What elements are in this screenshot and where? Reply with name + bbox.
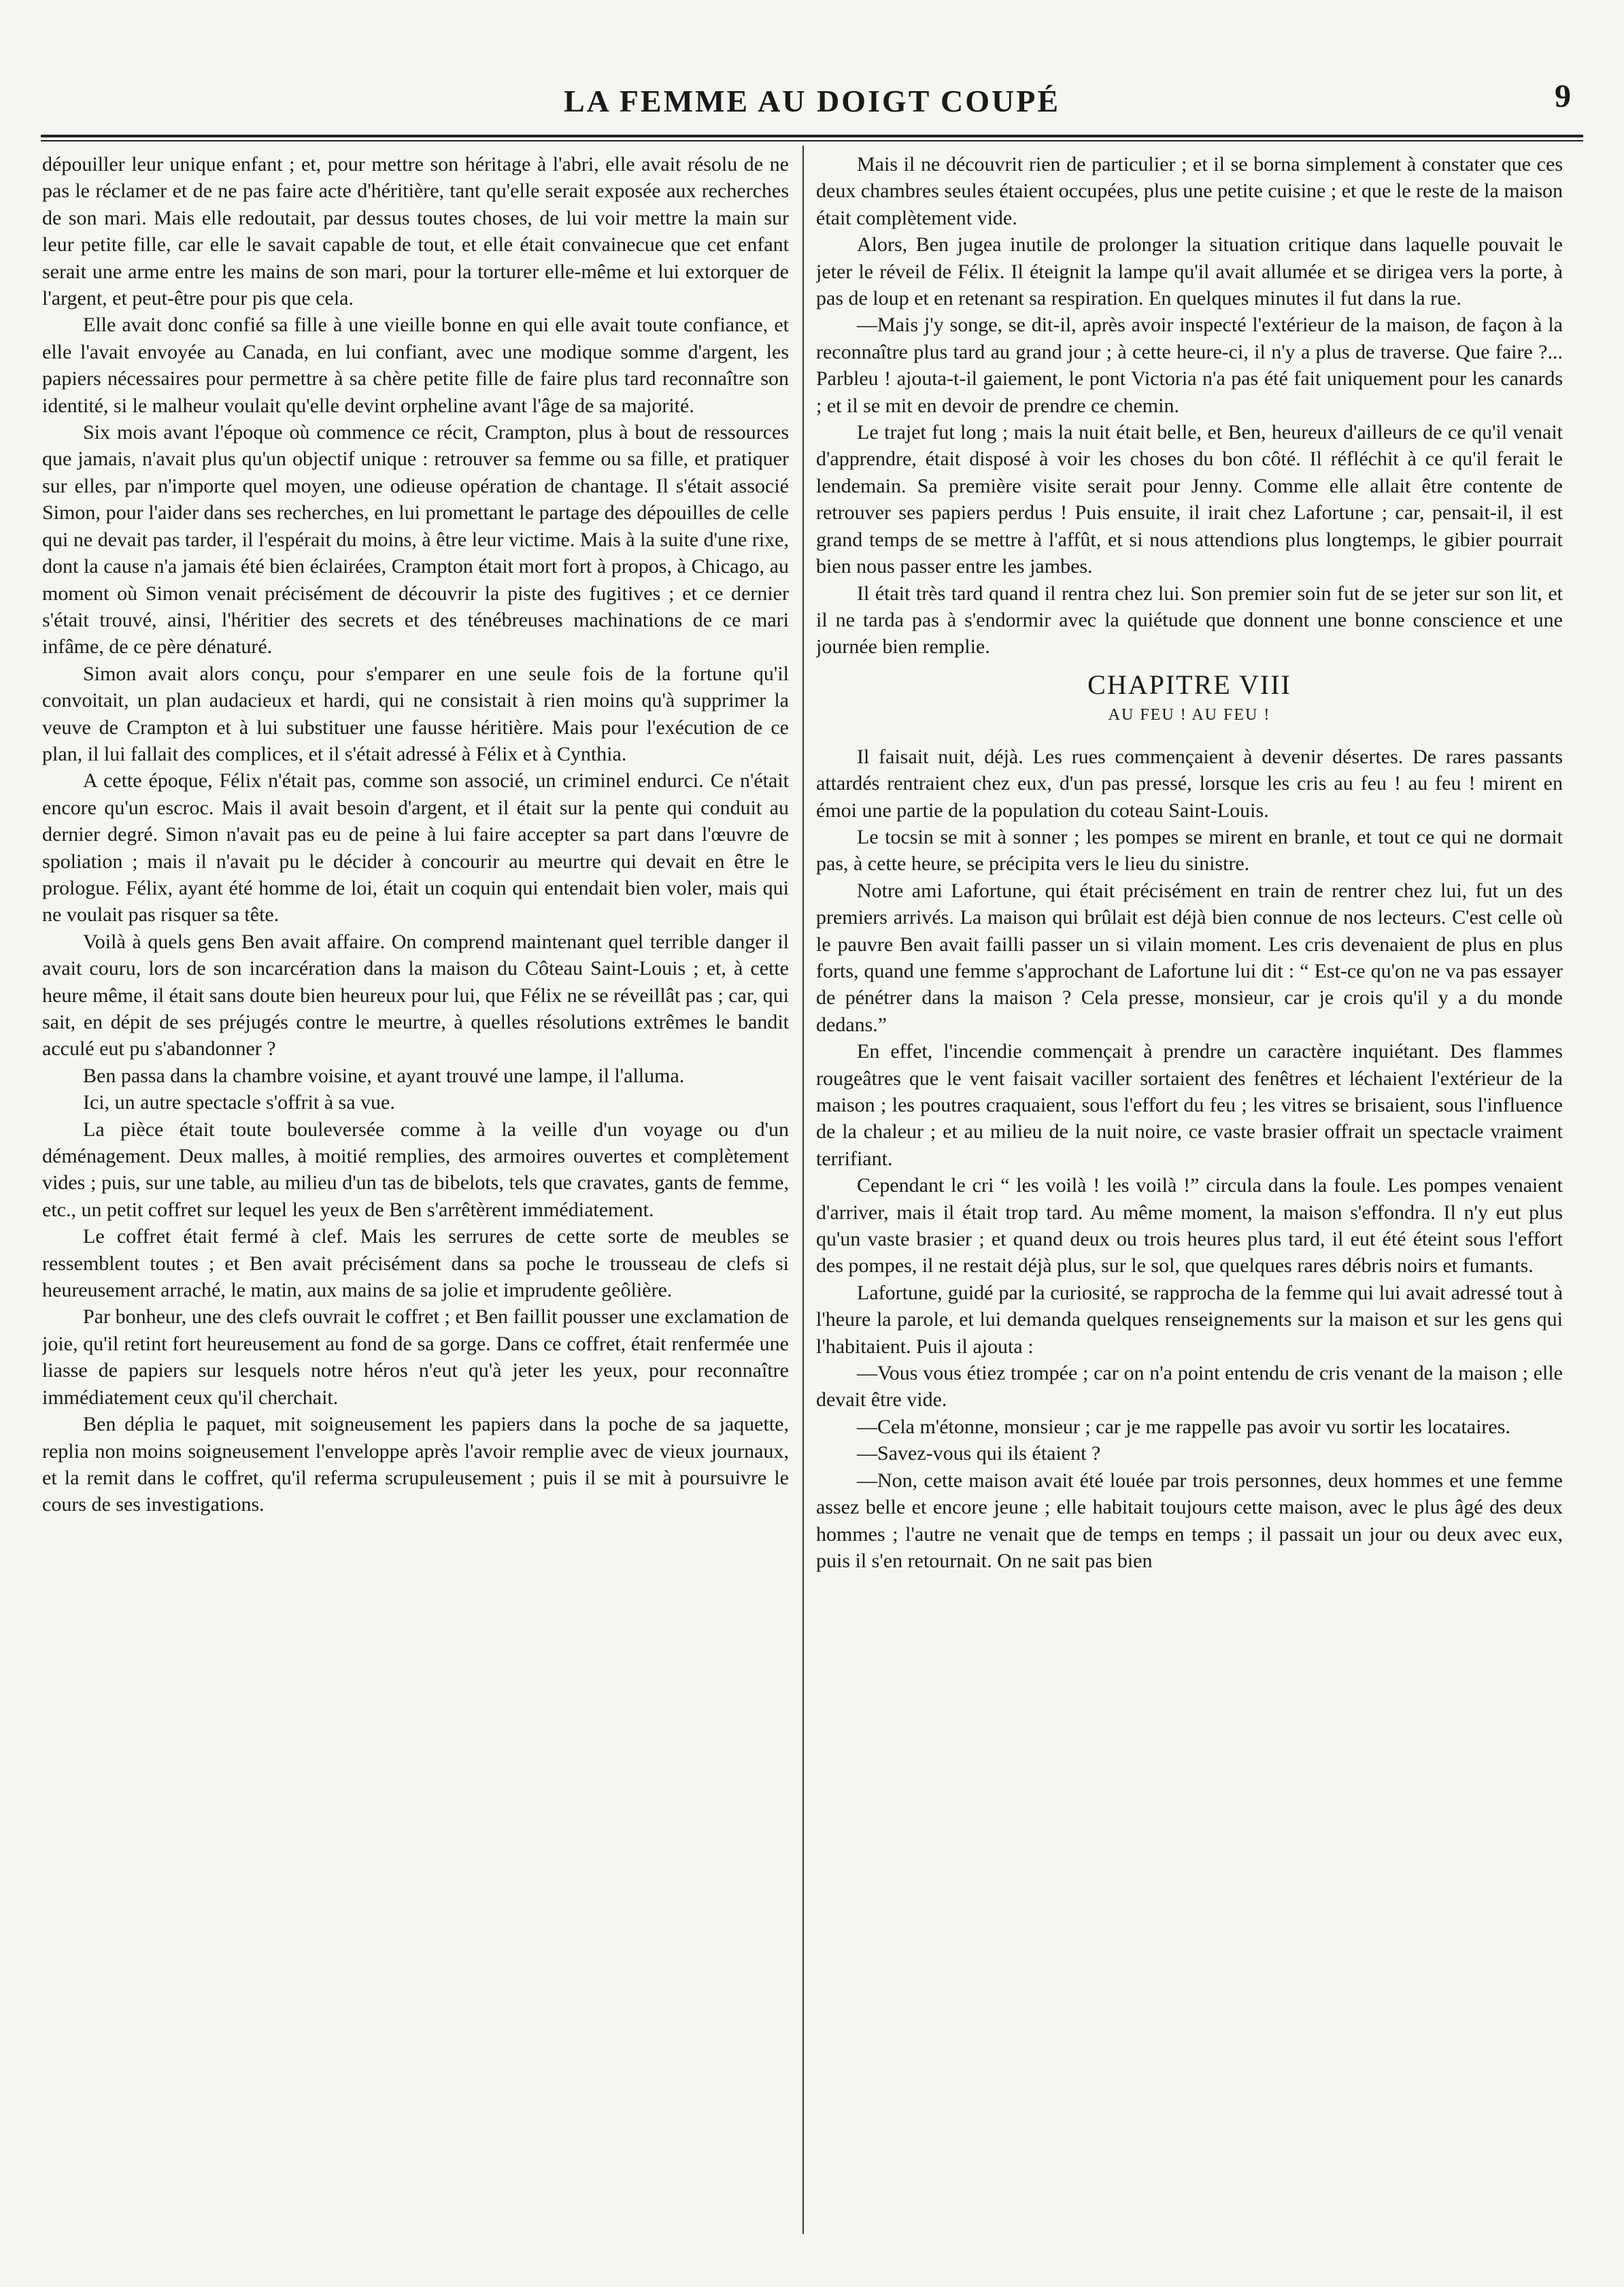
paragraph: —Savez-vous qui ils étaient ?	[857, 1442, 1101, 1465]
paragraph: Mais il ne découvrit rien de particulier ; et il se borna simplement à constater que ces deux chambres seules étaient occupées, plus une petite cuisine ; et que le reste de la maison était complètement vide.	[816, 153, 1563, 229]
paragraph: —Non, cette maison avait été louée par trois personnes, deux hommes et une femme assez belle et encore jeune ; elle habitait toujours cette maison, avec le plus âgé des deux hommes ; l'autre ne venait que de temps en temps ; il passait un jour ou deux avec eux, puis il s'en retournait. On ne sait pas bien	[816, 1469, 1563, 1572]
left-column	[42, 151, 789, 2246]
chapter-title: CHAPITRE VIII	[1087, 669, 1291, 700]
paragraph: —Mais j'y songe, se dit-il, après avoir inspecté l'extérieur de la maison, de façon à la reconnaître plus tard au grand jour ; à cette heure-ci, il n'y a plus de traverse. Que faire ?... Parbleu ! ajouta-t-il gaiement, le pont Victoria n'a pas été fait uniquement pour les canards ; et il se mit en devoir de prendre ce chemin.	[816, 314, 1563, 417]
paragraph: La pièce était toute bouleversée comme à la veille d'un voyage ou d'un déménagement. Deux malles, à moitié remplies, des armoires ouvertes et complètement vides ; puis, sur une table, au milieu d'un tas de bibelots, tels que cravates, gants de femme, etc., un petit coffret sur lequel les yeux de Ben s'arrêtèrent immédiatement.	[42, 1118, 789, 1221]
paragraph: Ben passa dans la chambre voisine, et ayant trouvé une lampe, il l'alluma.	[83, 1064, 685, 1087]
running-title: LA FEMME AU DOIGT COUPÉ	[563, 84, 1061, 118]
paragraph: Elle avait donc confié sa fille à une vieille bonne en qui elle avait toute confiance, et elle l'avait envoyée au Canada, en lui confiant, avec une modique somme d'argent, les papiers nécessaires pour permettre à sa chère petite fille de faire plus tard reconnaître son identité, si le malheur voulait qu'elle devint orpheline avant l'âge de sa majorité.	[42, 314, 789, 417]
paragraph: En effet, l'incendie commençait à prendre un caractère inquiétant. Des flammes rougeâtres que le vent faisait vaciller sortaient des fenêtres et léchaient l'extérieur de la maison ; les poutres craquaient, sous l'effort du feu ; les vitres se brisaient, sous l'influence de la chaleur ; et au milieu de la nuit noire, ce vaste brasier offrait un spectacle vraiment terrifiant.	[816, 1040, 1563, 1170]
chapter-subtitle: AU FEU ! AU FEU !	[1108, 705, 1271, 724]
paragraph: Simon avait alors conçu, pour s'emparer en une seule fois de la fortune qu'il convoitait, un plan audacieux et hardi, qui ne consistait à rien moins qu'à supprimer la veuve de Crampton et à lui substituer une fausse héritière. Mais pour l'exécution de ce plan, il lui fallait des complices, et il s'était adressé à Félix et à Cynthia.	[42, 662, 789, 765]
paragraph: Ici, un autre spectacle s'offrit à sa vue.	[83, 1091, 395, 1114]
column-divider	[802, 146, 804, 2234]
right-column	[816, 151, 1563, 2246]
paragraph: Le coffret était fermé à clef. Mais les serrures de cette sorte de meubles se ressemblent toutes ; et Ben avait précisément dans sa poche le trousseau de clefs si heureusement arraché, le matin, aux mains de sa jolie et imprudente geôlière.	[42, 1225, 789, 1302]
paragraph: Il était très tard quand il rentra chez lui. Son premier soin fut de se jeter sur son lit, et il ne tarda pas à s'endormir avec la quiétude que donnent une bonne conscience et une journée bien remplie.	[816, 582, 1563, 658]
paragraph: Cependant le cri “ les voilà ! les voilà !” circula dans la foule. Les pompes venaient d'arriver, mais il était trop tard. Au même moment, la maison s'effondra. Il n'y eut plus qu'un vaste brasier ; et quand deux ou trois heures plus tard, il eut été éteint sous l'effort des pompes, il ne restait déjà plus, sur le sol, que quelques rares débris noirs et fumants.	[816, 1174, 1563, 1278]
paragraph: —Vous vous étiez trompée ; car on n'a point entendu de cris venant de la maison ; elle devait être vide.	[816, 1362, 1563, 1412]
paragraph: —Cela m'étonne, monsieur ; car je me rappelle pas avoir vu sortir les locataires.	[857, 1415, 1510, 1438]
paragraph: Le tocsin se mit à sonner ; les pompes se mirent en branle, et tout ce qui ne dormait pas, à cette heure, se précipita vers le lieu du sinistre.	[816, 825, 1563, 875]
paragraph: dépouiller leur unique enfant ; et, pour mettre son héritage à l'abri, elle avait résolu de ne pas le réclamer et de ne pas faire acte d'héritière, tant qu'elle serait exposée aux recherches de son mari. Mais elle redoutait, par dessus toutes choses, de lui voir mettre la main sur leur petite fille, car elle le savait capable de tout, et elle était convainecue que cet enfant serait une arme entre les mains de son mari, pour la torturer elle-même et lui extorquer de l'argent, et peut-être pour pis que cela.	[42, 153, 789, 310]
paragraph: Il faisait nuit, déjà. Les rues commençaient à devenir désertes. De rares passants attardés rentraient chez eux, d'un pas pressé, lorsque les cris au feu ! au feu ! mirent en émoi une partie de la population du coteau Saint-Louis.	[816, 745, 1563, 822]
paragraph: Voilà à quels gens Ben avait affaire. On comprend maintenant quel terrible danger il avait couru, lors de son incarcération dans la maison du Côteau Saint-Louis ; et, à cette heure même, il était sans doute bien heureux pour lui, que Félix ne se réveillât pas ; car, qui sait, en dépit de ses préjugés contre le meurtre, à quelles résolutions extrêmes le bandit acculé eut pu s'abandonner ?	[42, 930, 789, 1061]
page-header	[41, 76, 1583, 131]
page-number: 9	[1555, 78, 1571, 114]
paragraph: Alors, Ben jugea inutile de prolonger la situation critique dans laquelle pouvait le jeter le réveil de Félix. Il éteignit la lampe qu'il avait allumée et se dirigea vers la porte, à pas de loup et en retenant sa respiration. En quelques minutes il fut dans la rue.	[816, 233, 1563, 310]
paragraph: Ben déplia le paquet, mit soigneusement les papiers dans la poche de sa jaquette, replia non moins soigneusement l'enveloppe après l'avoir remplie avec de vieux journaux, et la remit dans le coffret, qu'il referma scrupuleusement ; puis il se mit à poursuivre le cours de ses investigations.	[42, 1413, 789, 1516]
paragraph: A cette époque, Félix n'était pas, comme son associé, un criminel endurci. Ce n'était encore qu'un escroc. Mais il avait besoin d'argent, et il était sur la pente qui conduit au dernier degré. Simon n'avait pas eu de peine à lui faire accepter sa part dans l'œuvre de spoliation ; mais il n'avait pu le décider à concourir au meurtre qui devait en être le prologue. Félix, ayant été homme de loi, était un coquin qui entendait bien voler, mais qui ne voulait pas risquer sa tête.	[42, 769, 789, 927]
paragraph: Six mois avant l'époque où commence ce récit, Crampton, plus à bout de ressources que jamais, n'avait plus qu'un objectif unique : retrouver sa femme ou sa fille, et pratiquer sur elles, par n'importe quel moyen, une odieuse opération de chantage. Il s'était associé Simon, pour l'aider dans ses recherches, en lui promettant le partage des dépouilles de celle qui ne devait pas tarder, il l'espérait du moins, à être leur victime. Mais à la suite d'une rixe, dont la cause n'a jamais été bien éclairées, Crampton était mort fort à propos, à Chicago, au moment où Simon venait précisément de découvrir la piste des fugitives ; et ce dernier s'était trouvé, ainsi, l'héritier des secrets et des ténébreuses machinations de ce mari infâme, de ce père dénaturé.	[42, 421, 789, 658]
paragraph: Par bonheur, une des clefs ouvrait le coffret ; et Ben faillit pousser une exclamation de joie, qu'il retint fort heureusement au fond de sa gorge. Dans ce coffret, était renfermée une liasse de papiers sur lesquels notre héros n'eut qu'à jeter les yeux, pour reconnaître immédiatement ceux qu'il cherchait.	[42, 1305, 789, 1409]
paragraph: Lafortune, guidé par la curiosité, se rapprocha de la femme qui lui avait adressé tout à l'heure la parole, et lui demanda quelques renseignements sur la maison et sur les gens qui l'habitaient. Puis il ajouta :	[816, 1281, 1563, 1358]
paragraph: Notre ami Lafortune, qui était précisément en train de rentrer chez lui, fut un des premiers arrivés. La maison qui brûlait est déjà bien connue de nos lecteurs. C'est celle où le pauvre Ben avait failli passer un si vilain moment. Les cris devenaient de plus en plus forts, quand une femme s'approchant de Lafortune lui dit : “ Est-ce qu'on ne va pas essayer de pénétrer dans la maison ? Cela presse, monsieur, car je crois qu'il y a du monde dedans.”	[816, 879, 1563, 1036]
header-rule	[41, 135, 1583, 141]
paragraph: Le trajet fut long ; mais la nuit était belle, et Ben, heureux d'ailleurs de ce qu'il venait d'apprendre, était disposé à voir les choses du bon côté. Il réfléchit à ce qu'il ferait le lendemain. Sa première visite serait pour Jenny. Comme elle allait être contente de retrouver ses papiers perdus ! Puis ensuite, il irait chez Lafortune ; car, pensait-il, il est grand temps de se mettre à l'affût, et si nous attendions plus longtemps, le gibier pourrait bien nous passer entre les jambes.	[816, 421, 1563, 578]
